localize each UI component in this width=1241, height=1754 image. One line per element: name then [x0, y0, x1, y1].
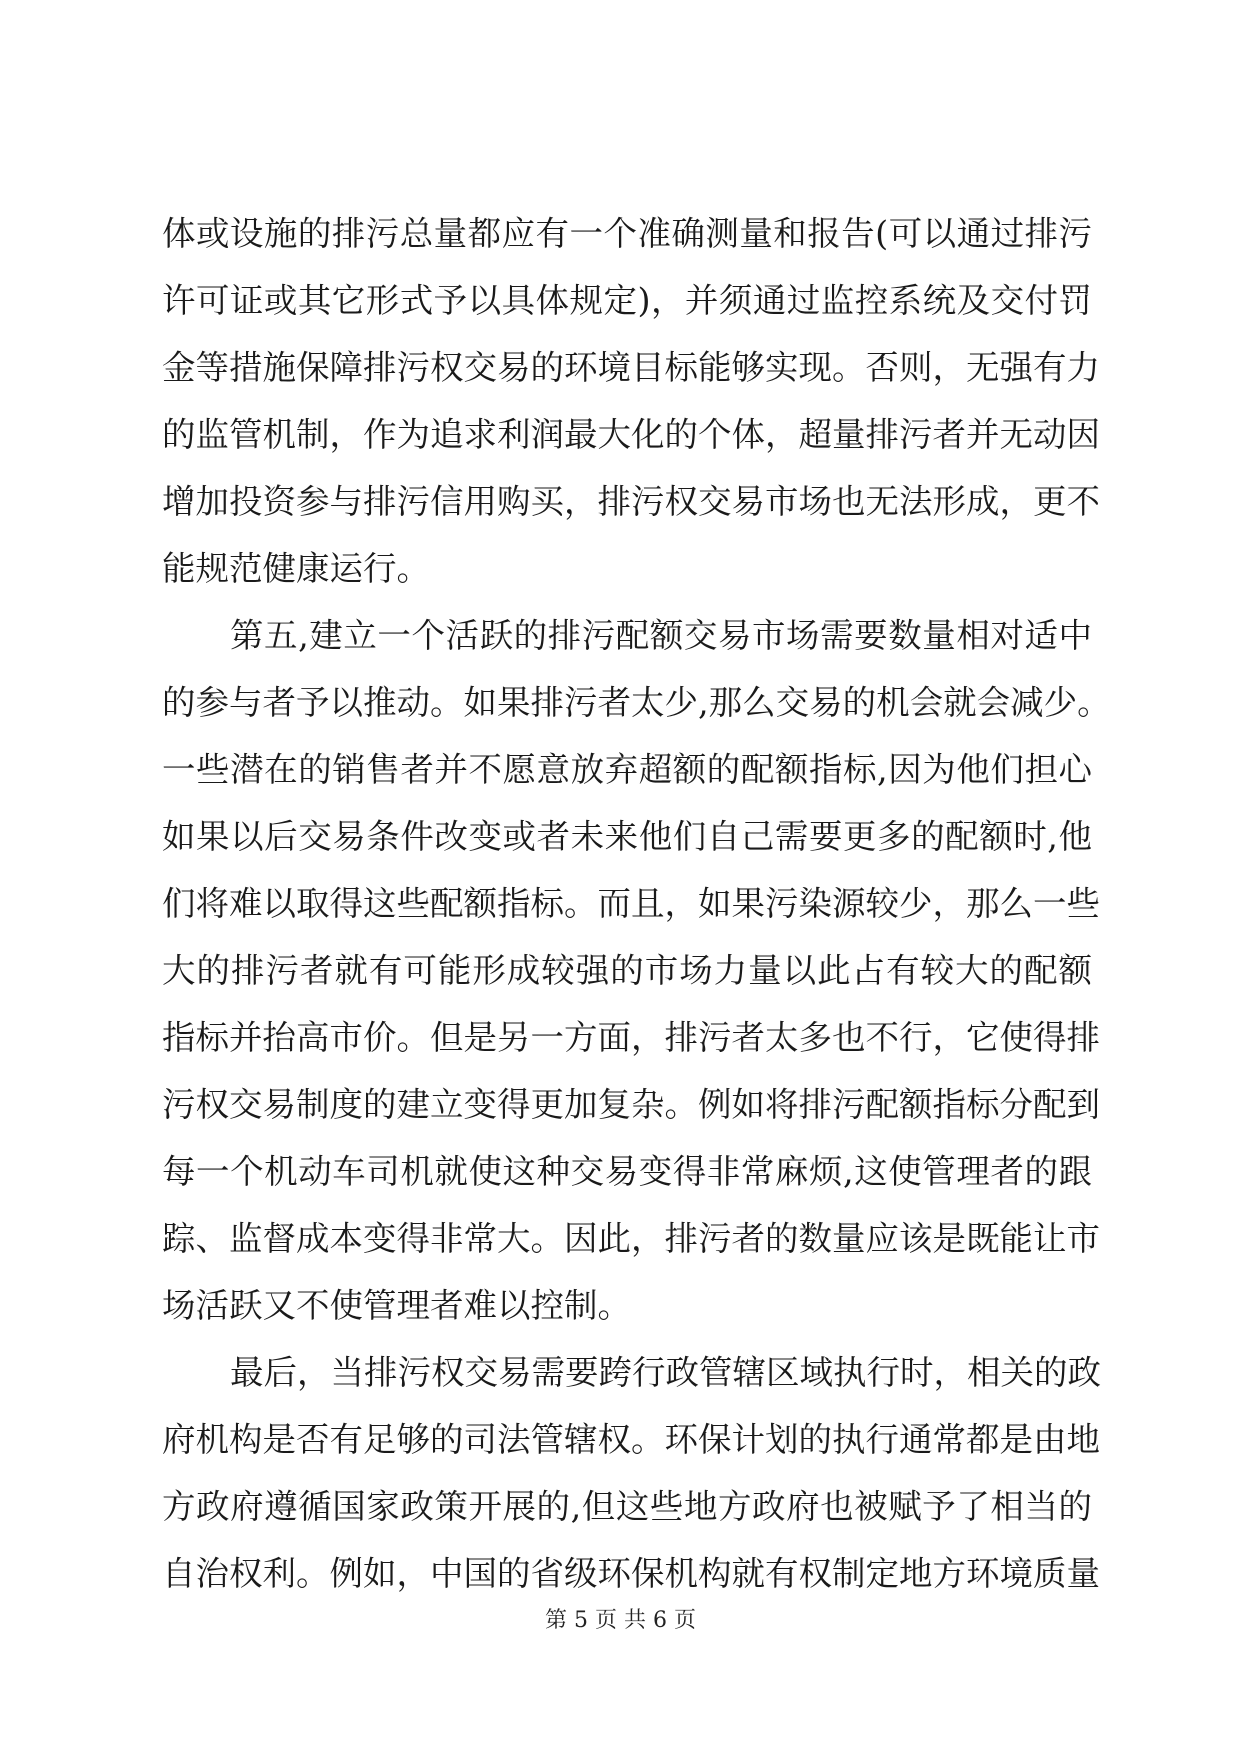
- text-line: 金等措施保障排污权交易的环境目标能够实现。否则，无强有力: [162, 348, 1100, 387]
- text-line: 第五,建立一个活跃的排污配额交易市场需要数量相对适中: [230, 616, 1092, 655]
- text-line: 增加投资参与排污信用购买，排污权交易市场也无法形成，更不: [162, 482, 1100, 521]
- text-line: 一些潜在的销售者并不愿意放弃超额的配额指标,因为他们担心: [162, 750, 1092, 789]
- text-line: 污权交易制度的建立变得更加复杂。例如将排污配额指标分配到: [162, 1085, 1100, 1124]
- text-line: 们将难以取得这些配额指标。而且，如果污染源较少，那么一些: [162, 884, 1100, 923]
- text-line: 最后，当排污权交易需要跨行政管辖区域执行时，相关的政: [230, 1353, 1101, 1392]
- text-line: 许可证或其它形式予以具体规定)，并须通过监控系统及交付罚: [162, 281, 1092, 320]
- text-line: 方政府遵循国家政策开展的,但这些地方政府也被赋予了相当的: [162, 1487, 1092, 1526]
- text-line: 场活跃又不使管理者难以控制。: [162, 1286, 631, 1325]
- document-body: [162, 200, 1111, 1607]
- text-line: 踪、监督成本变得非常大。因此，排污者的数量应该是既能让市: [162, 1219, 1100, 1258]
- text-line: 自治权利。例如，中国的省级环保机构就有权制定地方环境质量: [162, 1554, 1100, 1593]
- text-line: 的参与者予以推动。如果排污者太少,那么交易的机会就会减少。: [162, 683, 1111, 722]
- text-line: 体或设施的排污总量都应有一个准确测量和报告(可以通过排污: [162, 214, 1092, 253]
- text-line: 府机构是否有足够的司法管辖权。环保计划的执行通常都是由地: [162, 1420, 1100, 1459]
- paragraph-1: [162, 200, 1100, 602]
- text-line: 大的排污者就有可能形成较强的市场力量以此占有较大的配额: [162, 951, 1092, 990]
- text-line: 每一个机动车司机就使这种交易变得非常麻烦,这使管理者的跟: [162, 1152, 1092, 1191]
- page-number-footer: 第 5 页 共 6 页: [545, 1608, 696, 1633]
- text-line: 如果以后交易条件改变或者未来他们自己需要更多的配额时,他: [162, 817, 1092, 856]
- text-line: 的监管机制，作为追求利润最大化的个体，超量排污者并无动因: [162, 415, 1100, 454]
- paragraph-3: [162, 1339, 1101, 1607]
- paragraph-2: [162, 602, 1111, 1339]
- text-line: 指标并抬高市价。但是另一方面，排污者太多也不行，它使得排: [162, 1018, 1100, 1057]
- text-line: 能规范健康运行。: [162, 549, 430, 588]
